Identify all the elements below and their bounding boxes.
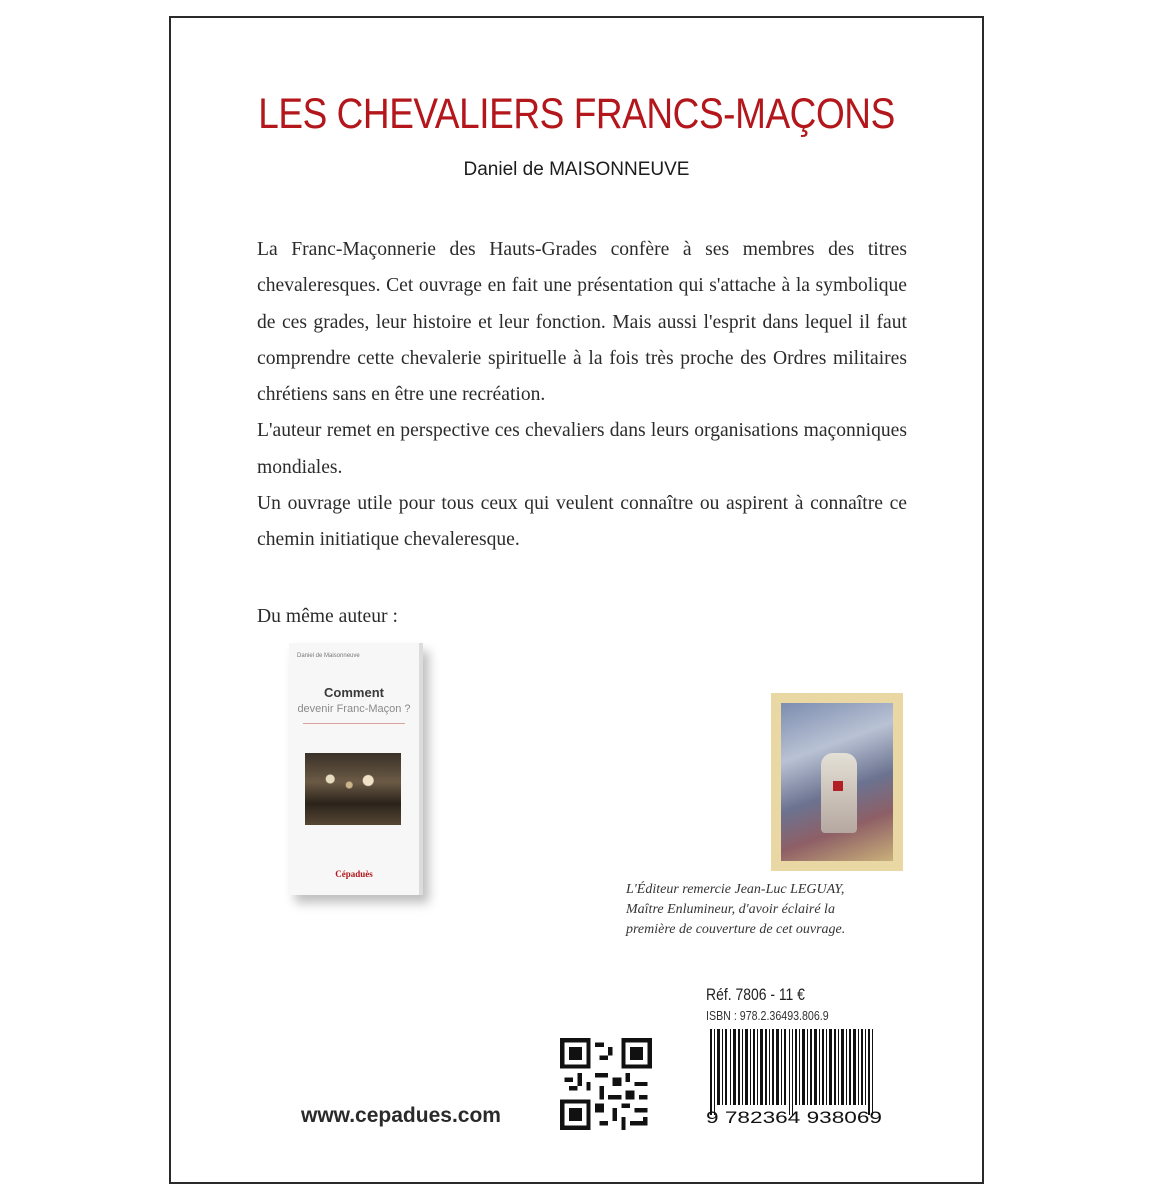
knight-illustration bbox=[781, 703, 893, 861]
thumbnail-rule bbox=[303, 723, 405, 724]
qr-code-icon bbox=[560, 1038, 652, 1130]
blurb-paragraph: La Franc-Maçonnerie des Hauts-Grades confère à ses membres des titres chevaleresques. Cet ouvrage en fait une présentation qui s'attache à la symbolique de ces grades, leur histoire et leur fonction. Mais aussi l'esprit dans lequel il faut comprendre cette chevalerie spirituelle à la fois très proche des Ordres militaires chrétiens sans en être une recréation. bbox=[257, 239, 907, 406]
illumination-artwork bbox=[771, 693, 903, 871]
isbn-number: ISBN : 978.2.36493.806.9 bbox=[706, 1008, 829, 1023]
book-blurb bbox=[257, 232, 907, 559]
publisher-website: www.cepadues.com bbox=[301, 1104, 501, 1127]
book-author: Daniel de MAISONNEUVE bbox=[463, 159, 690, 180]
credit-line: L'Éditeur remercie Jean-Luc LEGUAY, bbox=[626, 882, 845, 897]
thumbnail-photo bbox=[305, 753, 401, 825]
thumbnail-subtitle: devenir Franc-Maçon ? bbox=[297, 703, 411, 715]
credit-line: Maître Enlumineur, d'avoir éclairé la bbox=[626, 902, 835, 917]
reference-price: Réf. 7806 - 11 € bbox=[706, 985, 805, 1004]
thumbnail-publisher: Cépaduès bbox=[335, 869, 373, 879]
book-back-cover bbox=[169, 16, 984, 1184]
credit-line: première de couverture de cet ouvrage. bbox=[626, 922, 846, 937]
blurb-paragraph: Un ouvrage utile pour tous ceux qui veulent connaître ou aspirent à connaître ce chemin initiatique chevaleresque. bbox=[257, 493, 907, 551]
barcode-digits: 9 782364 938069 bbox=[706, 1108, 882, 1127]
other-book-thumbnail bbox=[289, 643, 423, 895]
thumbnail-title: Comment bbox=[324, 685, 384, 700]
thumbnail-author: Daniel de Maisonneuve bbox=[297, 653, 360, 659]
same-author-label: Du même auteur : bbox=[257, 606, 398, 627]
book-title: LES CHEVALIERS FRANCS-MAÇONS bbox=[258, 90, 895, 138]
blurb-paragraph: L'auteur remet en perspective ces chevaliers dans leurs organisations maçonniques mondiales. bbox=[257, 420, 907, 478]
illustrator-credit bbox=[626, 880, 917, 940]
isbn-barcode bbox=[704, 1027, 884, 1127]
